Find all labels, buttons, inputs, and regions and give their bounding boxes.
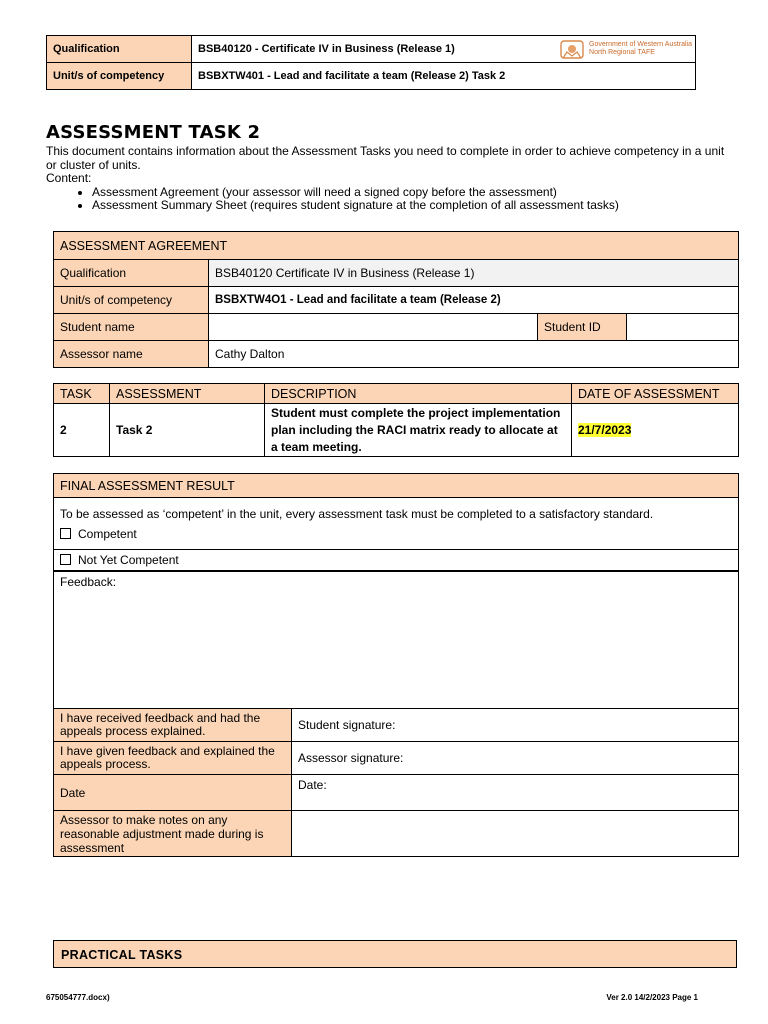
intro-block [46, 145, 726, 213]
col-task: TASK [54, 384, 110, 404]
result-heading: FINAL ASSESSMENT RESULT [54, 474, 739, 498]
logo-line-1: Government of Western Australia [589, 41, 692, 48]
nyc-label: Not Yet Competent [78, 553, 179, 567]
header-qualification-value: BSB40120 - Certificate IV in Business (Release 1) [198, 43, 455, 55]
header-unit-value: BSBXTW401 - Lead and facilitate a team (Release 2) Task 2 [192, 63, 696, 90]
given-feedback-label: I have given feedback and explained the appeals process. [54, 742, 292, 775]
cell-assessment: Task 2 [110, 404, 265, 457]
intro-content-label: Content: [46, 171, 92, 185]
result-instruction-cell [54, 498, 739, 550]
cell-task: 2 [54, 404, 110, 457]
date-highlight: 21/7/2023 [578, 423, 632, 437]
header-table [46, 35, 696, 90]
practical-tasks-heading: PRACTICAL TASKS [53, 940, 737, 968]
intro-bullet: • Assessment Summary Sheet (requires student signature at the completion of all assessment tasks) [92, 199, 726, 213]
date-field[interactable] [292, 775, 739, 811]
student-id-label: Student ID [538, 314, 627, 341]
date-field-label: Date: [298, 778, 327, 792]
cell-date [572, 404, 739, 457]
feedback-label: Feedback: [60, 575, 117, 589]
student-name-label: Student name [54, 314, 209, 341]
received-feedback-label: I have received feedback and had the appeals process explained. [54, 709, 292, 742]
col-description: DESCRIPTION [265, 384, 572, 404]
competent-checkbox[interactable] [60, 528, 71, 539]
assessor-name-value: Cathy Dalton [209, 341, 739, 368]
page-title: ASSESSMENT TASK 2 [46, 122, 261, 143]
assessment-agreement-table [53, 231, 739, 368]
final-result-table [53, 473, 739, 857]
feedback-area[interactable] [54, 571, 739, 709]
student-id-field[interactable] [627, 314, 739, 341]
footer-filename: 675054777.docx) [46, 993, 110, 1002]
intro-bullet: • Assessment Agreement (your assessor will need a signed copy before the assessment) [92, 186, 726, 200]
col-date: DATE OF ASSESSMENT [572, 384, 739, 404]
student-signature-label: Student signature: [298, 718, 396, 732]
adjustment-notes-field[interactable] [292, 811, 739, 857]
student-name-field[interactable] [209, 314, 538, 341]
assessor-signature-label: Assessor signature: [298, 751, 404, 765]
wa-tafe-logo [559, 38, 692, 60]
nyc-option[interactable] [54, 550, 739, 572]
assessor-signature-field[interactable] [292, 742, 739, 775]
table-row [54, 404, 739, 457]
student-signature-field[interactable] [292, 709, 739, 742]
header-qualification-cell [192, 36, 696, 63]
result-instruction: To be assessed as ‘competent’ in the unit, every assessment task must be completed to a satisfactory standard. [60, 507, 654, 521]
header-qualification-label: Qualification [47, 36, 192, 63]
header-unit-label: Unit/s of competency [47, 63, 192, 90]
competent-option[interactable] [60, 524, 732, 544]
logo-line-2: North Regional TAFE [589, 49, 655, 56]
footer-version: Ver 2.0 14/2/2023 Page 1 [606, 993, 698, 1002]
nyc-checkbox[interactable] [60, 554, 71, 565]
agreement-unit-value: BSBXTW4O1 - Lead and facilitate a team (Release 2) [209, 287, 739, 314]
adjustment-notes-label: Assessor to make notes on any reasonable adjustment made during is assessment [54, 811, 292, 857]
crest-icon [559, 38, 585, 60]
cell-description: Student must complete the project implementation plan including the RACI matrix ready to allocate at a team meeting. [265, 404, 572, 457]
assessor-name-label: Assessor name [54, 341, 209, 368]
intro-bullets [46, 186, 726, 213]
agreement-qualification-label: Qualification [54, 260, 209, 287]
agreement-unit-label: Unit/s of competency [54, 287, 209, 314]
agreement-heading: ASSESSMENT AGREEMENT [54, 232, 739, 260]
competent-label: Competent [78, 527, 137, 541]
intro-paragraph: This document contains information about the Assessment Tasks you need to complete in order to achieve competency in a unit or cluster of units. [46, 144, 725, 172]
agreement-qualification-value: BSB40120 Certificate IV in Business (Release 1) [209, 260, 739, 287]
col-assessment: ASSESSMENT [110, 384, 265, 404]
date-label: Date [54, 775, 292, 811]
task-table [53, 383, 739, 457]
